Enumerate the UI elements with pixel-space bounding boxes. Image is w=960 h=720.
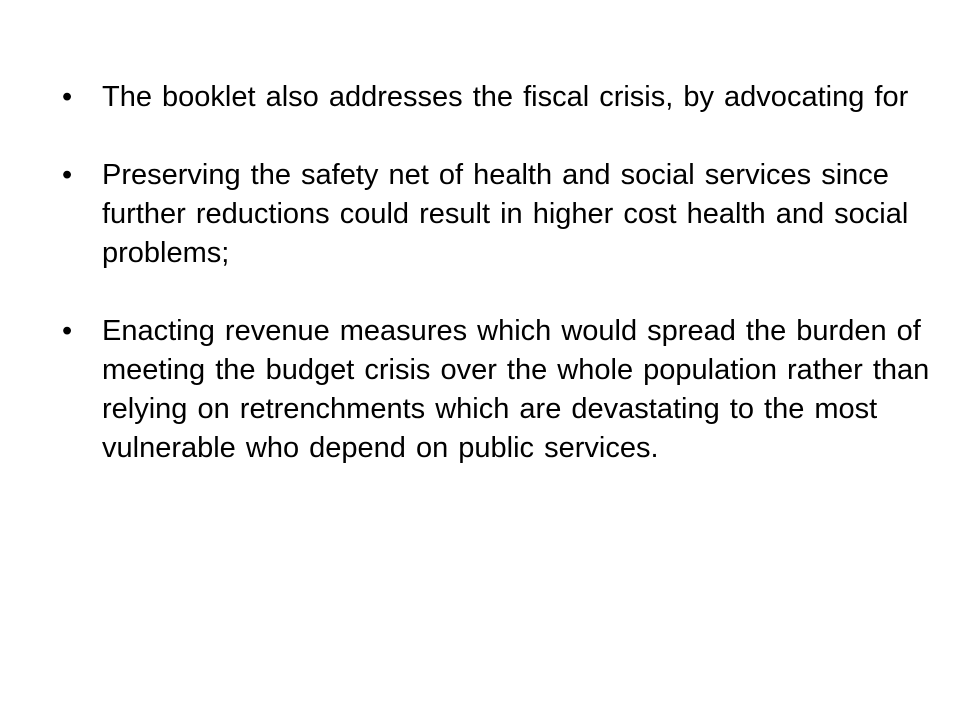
bullet-item-fiscal-crisis — [62, 78, 932, 117]
bullet-text: Preserving the safety net of health and social services since further reductions could result in higher cost health and social problems; — [102, 159, 909, 269]
bullet-text: The booklet also addresses the fiscal crisis, by advocating for — [102, 81, 909, 113]
bullet-icon: • — [62, 159, 73, 191]
bullet-list — [62, 78, 932, 507]
bullet-icon: • — [62, 81, 73, 113]
bullet-item-safety-net — [62, 156, 932, 273]
bullet-item-revenue-measures — [62, 312, 932, 468]
bullet-icon: • — [62, 315, 73, 347]
bullet-text: Enacting revenue measures which would spread the burden of meeting the budget crisis over the whole population rather than relying on retrenchments which are devastating to the most vulnerable who depend on public services. — [102, 315, 930, 464]
